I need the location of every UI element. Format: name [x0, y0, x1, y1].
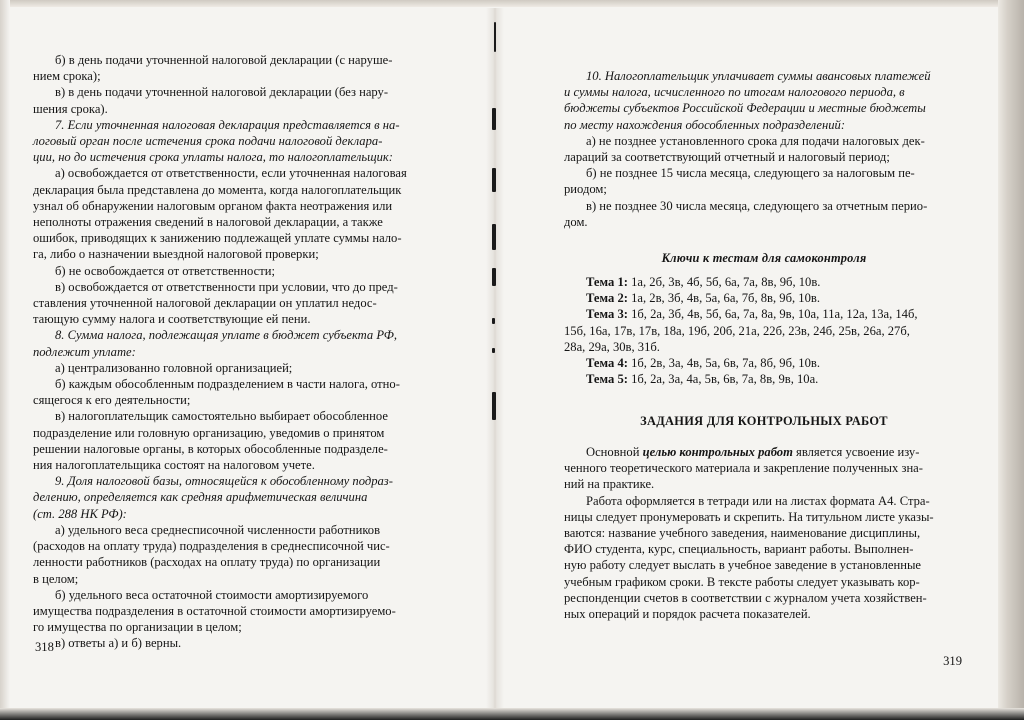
answer-option: в) освобождается от ответственности при условии, что до пред- ставления уточненной налоговой декларации он уплатил недос- тающую сумму налога и соответствующие ей пени.: [33, 279, 398, 327]
key-label: Тема 4:: [586, 356, 628, 371]
emphasis-run: целью контрольных работ: [642, 445, 793, 459]
binding-mark: [492, 168, 496, 192]
section-body: [564, 444, 964, 622]
answer-option: б) удельного веса остаточной стоимости амортизируемого имущества подразделения в остаточной стоимости амортизируемо- го имущества по организации в целом;: [33, 587, 396, 635]
page-stack-edge: [998, 0, 1024, 720]
binding-mark: [492, 224, 496, 250]
section-paragraph: Работа оформляется в тетради или на листах формата А4. Стра- ницы следует пронумеровать и скрепить. На титульном листе указы- ваются: название учебного заведения, наименование дисциплины, ФИО студента, курс, специальность, вариант работы. Выполнен- ную работу следует выслать в учебное заведение в установленные учебным графиком сроки. В тексте работы следует указывать кор- респонденции счетов в соответствии с журналом учета хозяйствен- ных операций и порядок расчета показателей.: [564, 493, 934, 622]
answer-option: в) налогоплательщик самостоятельно выбирает обособленное подразделение или головную организацию, уведомив о принятом решении налоговые органы, в которых обособленные подразделе- ния налогоплательщика состоят на налоговом учете.: [33, 409, 388, 473]
text-run: является усвоение изу- ченного теоретического материала и закрепление полученных зна- ний на практике.: [564, 445, 923, 492]
question-10-block: [564, 68, 964, 230]
left-page-text: [33, 52, 433, 652]
answer-option: а) освобождается от ответственности, если уточненная налоговая декларация была представлена до момента, когда налогоплательщик узнал об обнаружении налоговым органом факта неотражения или неполноты отражения сведений в налоговой декларации, а также ошибок, приводящих к занижению подлежащей уплате суммы нало- га, либо о назначении выездной налоговой проверки;: [33, 166, 407, 262]
binding-mark: [494, 22, 496, 52]
binding-mark: [492, 318, 495, 324]
binding-mark: [492, 348, 495, 353]
keys-heading-block: [564, 250, 964, 266]
text-run: Основной: [586, 445, 643, 459]
key-answers: 1а, 2в, 3б, 4в, 5а, 6а, 7б, 8в, 9б, 10в.: [627, 291, 820, 306]
answer-option: а) не позднее установленного срока для подачи налоговых дек- лараций за соответствующий отчетный и налоговый период;: [564, 133, 925, 165]
question-7: 7. Если уточненная налоговая декларация представляется в на- логовый орган после истечения срока подачи налоговой деклара- ции, но до истечения срока уплаты налога, то налогоплательщик:: [33, 117, 400, 165]
key-answers: 1а, 2б, 3в, 4б, 5б, 6а, 7а, 8в, 9б, 10в.: [627, 275, 821, 289]
key-answers: 1б, 2а, 3а, 4а, 5в, 6в, 7а, 8в, 9в, 10а.: [627, 372, 819, 387]
key-label: Тема 5:: [586, 372, 628, 387]
key-row: [564, 290, 964, 306]
key-row: [564, 355, 964, 371]
section-paragraph: [564, 444, 964, 493]
keys-title: Ключи к тестам для самоконтроля: [661, 251, 867, 265]
binding-mark: [492, 108, 496, 130]
scan-left-edge: [0, 0, 10, 720]
answer-option: в) ответы а) и б) верны.: [55, 636, 182, 651]
paragraph: б) в день подачи уточненной налоговой декларации (с наруше- нием срока);: [33, 53, 393, 84]
key-label: Тема 1:: [586, 275, 628, 289]
key-row: [564, 306, 964, 355]
paragraph: в) в день подачи уточненной налоговой декларации (без нару- шения срока).: [33, 85, 389, 116]
key-answers: 1б, 2в, 3а, 4в, 5а, 6в, 7а, 8б, 9б, 10в.: [627, 356, 820, 371]
question-9: 9. Доля налоговой базы, относящейся к обособленному подраз- делению, определяется как средняя арифметическая величина (ст. 288 НК РФ):: [33, 474, 393, 521]
binding-mark: [492, 268, 496, 286]
answer-option: а) централизованно головной организацией;: [55, 360, 293, 375]
key-label: Тема 2:: [586, 291, 628, 306]
key-answers: 1б, 2а, 3б, 4в, 5б, 6а, 7а, 8а, 9в, 10а, 11а, 12а, 13а, 14б, 15б, 16а, 17в, 17в, 18а, 19б, 20б, 21а, 22б, 23в, 24б, 25в, 26а, 27б, 28а, 29а, 30в, 31б.: [564, 307, 918, 354]
answer-option: б) не позднее 15 числа месяца, следующего за налоговым пе- риодом;: [564, 166, 915, 197]
binding-mark: [492, 392, 496, 420]
key-label: Тема 3:: [586, 307, 628, 322]
question-10: 10. Налогоплательщик уплачивает суммы авансовых платежей и суммы налога, исчисленного по итогам налогового периода, в бюджеты субъектов Российской Федерации и местные бюджеты по месту нахождения обособленных подразделений:: [564, 69, 931, 132]
scan-top-edge: [0, 0, 1024, 7]
answer-option: а) удельного веса среднесписочной численности работников (расходов на оплату труда) подразделения в среднесписочной чис- ленности работников (расходах на оплату труда) по организации в целом;: [33, 522, 390, 586]
answer-option: в) не позднее 30 числа месяца, следующего за отчетным перио- дом.: [564, 198, 928, 229]
key-row: [564, 274, 964, 290]
page-number-right: 319: [943, 654, 962, 668]
answer-option: б) каждым обособленным подразделением в части налога, отно- сящегося к его деятельности;: [33, 377, 400, 408]
question-8: 8. Сумма налога, подлежащая уплате в бюджет субъекта РФ, подлежит уплате:: [33, 328, 397, 359]
keys-list: [564, 274, 964, 387]
answer-option: б) не освобождается от ответственности;: [55, 263, 275, 278]
page-number-left: 318: [35, 640, 54, 654]
scan-bottom-edge: [0, 708, 1024, 720]
section-heading-block: [564, 413, 964, 429]
section-title: ЗАДАНИЯ ДЛЯ КОНТРОЛЬНЫХ РАБОТ: [640, 414, 888, 428]
key-row: [564, 371, 964, 387]
